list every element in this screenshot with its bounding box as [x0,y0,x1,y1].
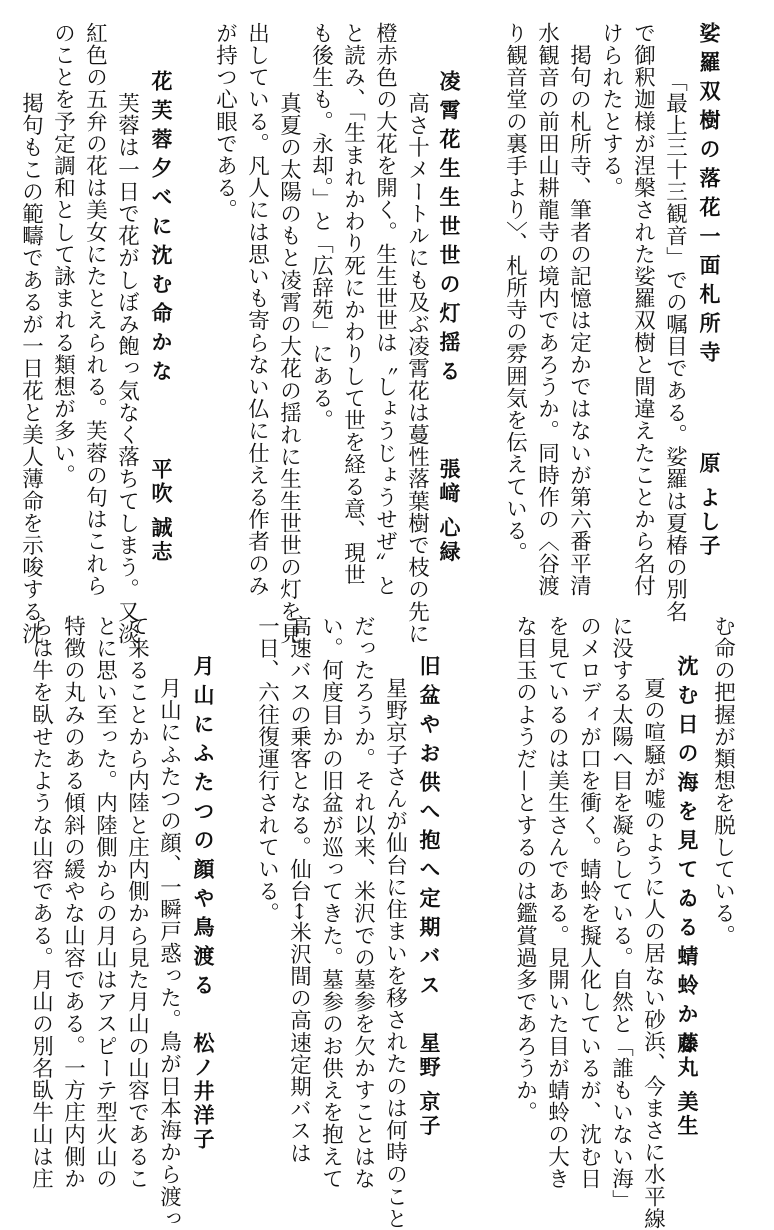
haiku-author: 張﨑 心緑 [437,458,461,565]
commentary-line: 一日、六往復運行されている。 [254,615,280,925]
commentary-line: 出している。凡人には思いも寄らない仏に仕える作者のみ [244,22,270,597]
commentary-line: 高さ十メートルにも及ぶ凌霄花は蔓性落葉樹で枝の先に [404,70,430,645]
commentary-line: 夏の喧騒が嘘のように人の居ない砂浜、今まさに水平線 [640,655,666,1230]
commentary-line: り観音堂の裏手より〉、札所寺の雰囲気を伝えている。 [502,22,528,564]
commentary-line: い。何度目かの旧盆が巡ってきた。墓参のお供えを抱えて [318,615,344,1190]
haiku-text: 花芙蓉夕べに沈む命かな [149,70,173,389]
commentary-line: で御釈迦様が涅槃された娑羅双樹と間違えたことから名付 [630,22,656,597]
commentary-line: 星野京子さんが仙台に住まいを移されたのは何時のこと [382,655,408,1230]
commentary-line: が持つ心眼である。 [212,22,238,221]
haiku-text: 旧盆やお供へ抱へ定期バス [417,655,441,1003]
commentary-line: に没する太陽へ目を凝らしている。自然と「誰もいない海」 [608,615,634,1212]
commentary-line: のメロディが口を衝く。蜻蛉を擬人化しているが、沈む日 [576,615,602,1190]
commentary-line: 特徴の丸みのある傾斜の緩やな山容である。一方庄内側か [60,615,86,1190]
commentary-line: 芙蓉は一日で花がしぼみ飽っ気なく落ちてしまう。又淡 [114,70,140,645]
commentary-line: のことを予定調和として詠まれる類想が多い。 [50,22,76,487]
haiku-text: 娑羅双樹の落花一面札所寺 [697,22,721,370]
commentary-line: 「最上三十三観音」での嘱目である。娑羅は夏椿の別名 [662,70,688,623]
commentary-line: を見ているのは美生さんである。見開いた目が蜻蛉の大き [544,615,570,1190]
commentary-line: らは牛を臥せたような山容である。月山の別名臥牛山は庄 [28,615,54,1190]
commentary-line: 水観音の前田山耕龍寺の境内であろうか。同時作の〈谷渡 [534,22,560,597]
haiku-author: 星野 京子 [417,1032,441,1139]
haiku-author: 藤丸 美生 [675,1032,699,1139]
commentary-line: とに思い至った。内陸側からの月山はアスピーテ型火山の [92,615,118,1190]
haiku-text: 凌霄花生生世世の灯揺る [437,70,461,389]
commentary-line: だったろうか。それ以来、米沢での墓参を欠かすことはな [350,615,376,1190]
commentary-line: 橙赤色の大花を開く。生生世世は〝しょうじょうせぜ〟と [372,22,398,597]
commentary-line: な目玉のようだ—とするのは鑑賞過多であろうか。 [512,615,538,1124]
commentary-line: も後生も。永却。」と「広辞苑」にある。 [308,22,334,432]
commentary-line: 掲句もこの範疇であるが一日花と美人薄命を示唆する沈 [18,70,44,645]
commentary-line: む命の把握が類想を脱している。 [710,615,736,947]
commentary-line: 高速バスの乗客となる。仙台↔米沢間の高速定期バスは [286,615,312,1165]
haiku-author: 平吹 誠志 [149,458,173,565]
commentary-line: けられたとする。 [598,22,624,199]
commentary-line: 真夏の太陽のもと凌霄の大花の揺れに生生世世の灯を見 [276,70,302,645]
commentary-line: 紅色の五弁の花は美女にたとえられる。芙蓉の句はこれら [82,22,108,597]
commentary-line: 月山にふたつの顔、一瞬戸惑った。鳥が日本海から渡っ [156,655,182,1230]
commentary-line: て来ることから内陸と庄内側から見た月山の山容であるこ [124,615,150,1190]
haiku-author: 原 よし子 [697,452,721,559]
commentary-line: と読み、「生まれかわり死にかわりして世を経る意、現世 [340,22,366,586]
haiku-author: 松ノ井洋子 [191,1032,215,1152]
commentary-line: 掲句の札所寺、筆者の記憶は定かではないが第六番平清 [566,22,592,597]
haiku-text: 沈む日の海を見てゐる蜻蛉かな [675,655,699,1061]
haiku-text: 月山にふたつの顔や鳥渡る [191,655,215,1003]
